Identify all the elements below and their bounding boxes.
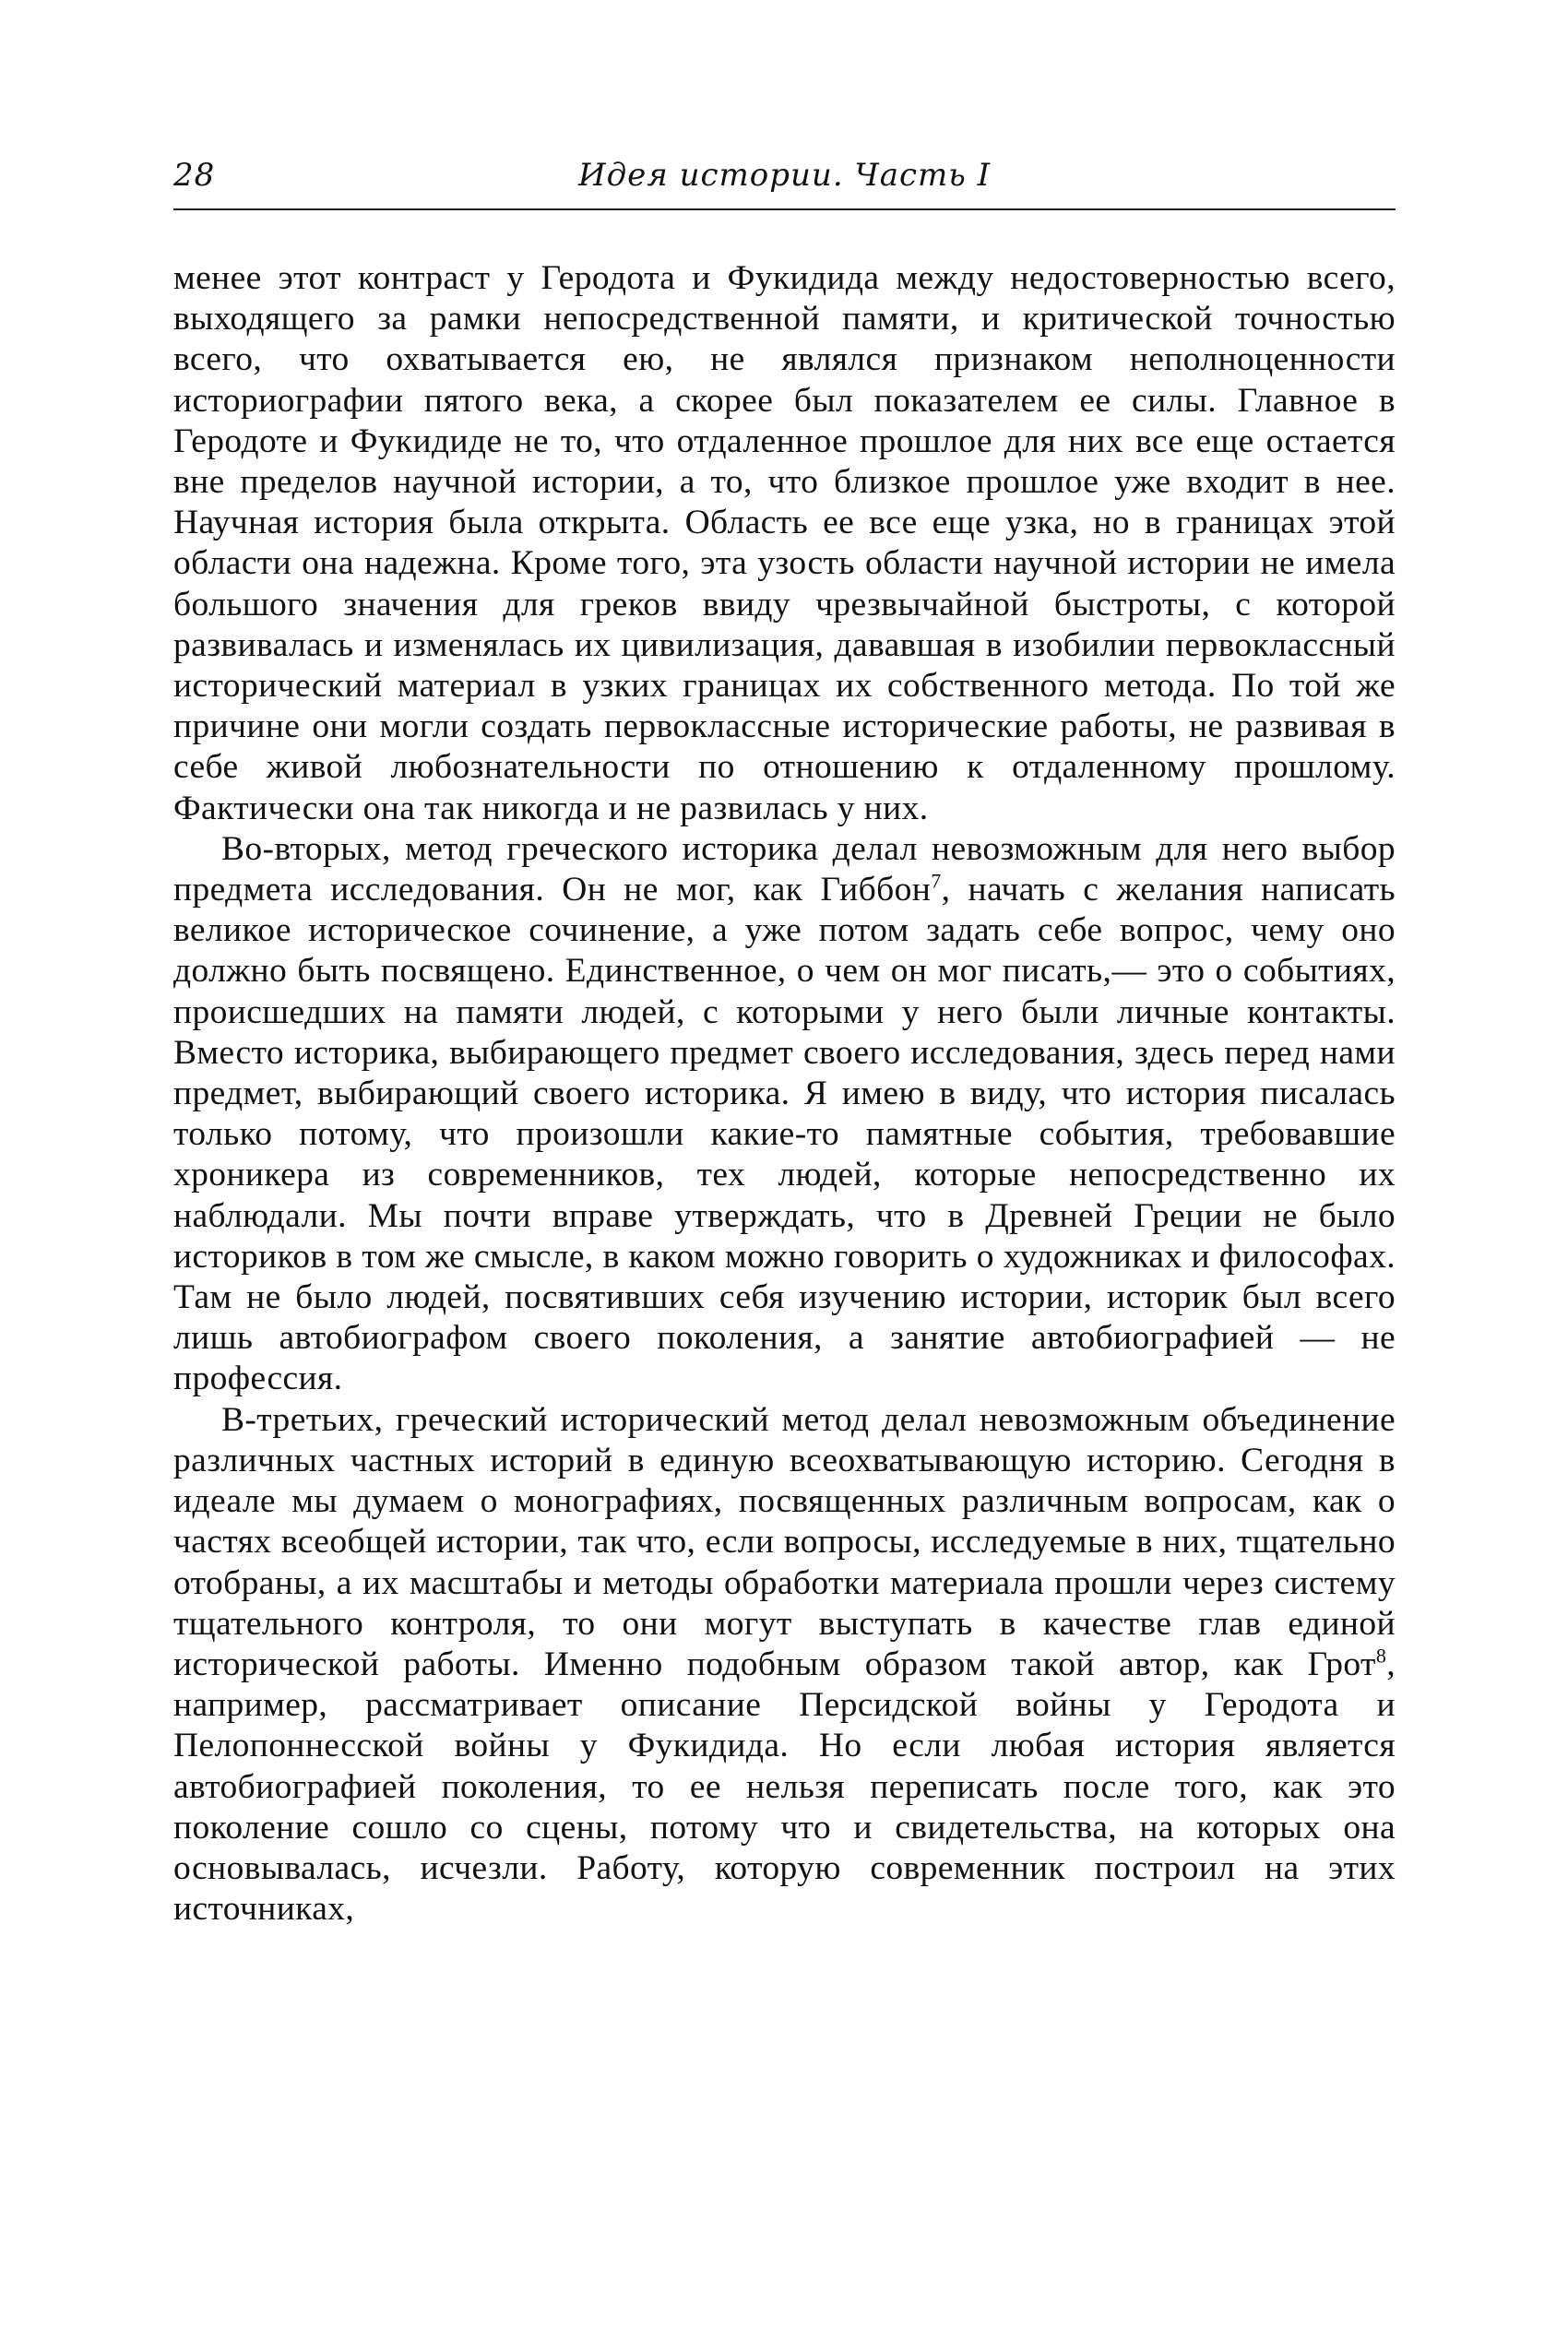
running-head bbox=[173, 157, 1396, 210]
footnote-ref-8: 8 bbox=[1375, 1644, 1387, 1668]
paragraph-thirdly bbox=[173, 1400, 1396, 1930]
paragraph-text: В-третьих, греческий исторический метод делал невозможным объединение различных частных историй в единую всеохватывающую историю. Сегодня в идеале мы думаем о монографиях, посвященных различным вопросам, как о частях всеобщей истории, так что, если вопросы, исследуемые в них, тщательно отобраны, а их масштабы и методы обработки материала прошли через систему тщательного контроля, то они могут выступать в качестве глав единой исторической работы. Именно подобным образом такой автор, как Грот bbox=[173, 1400, 1396, 1683]
paragraph-text: Во-вторых, метод греческого историка делал невозможным для него выбор предмета исследования. Он не мог, как Гиббон bbox=[173, 829, 1396, 909]
footnote-ref-7: 7 bbox=[931, 869, 942, 893]
paragraph-text: , начать с желания написать великое историческое сочинение, а уже потом задать себе вопрос, чему оно должно быть посвящено. Единственное, о чем он мог писать,— это о событиях, происшедших на памяти людей, с которыми у него были личные контакты. Вместо историка, выбирающего предмет своего исследования, здесь перед нами предмет, выбирающий своего историка. Я имею в виду, что история писалась только потому, что произошли какие-то памятные события, требовавшие хроникера из современников, тех людей, которые непосредственно их наблюдали. Мы почти вправе утверждать, что в Древней Греции не было историков в том же смысле, в каком можно говорить о художниках и философах. Там не было людей, посвятивших себя изучению истории, историк был всего лишь автобиографом своего поколения, а занятие автобиографией — не профессия. bbox=[173, 871, 1396, 1398]
page-number: 28 bbox=[173, 157, 216, 194]
paragraph-text: , например, рассматривает описание Персидской войны у Геродота и Пелопоннесской войны у Фукидида. Но если любая история является автобиографией поколения, то ее нельзя переписать после того, как это поколение сошло со сцены, потому что и свидетельства, на которых она основывалась, исчезли. Работу, которую современник построил на этих источниках, bbox=[173, 1645, 1396, 1929]
paragraph-secondly bbox=[173, 829, 1396, 1400]
running-title: Идея истории. Часть I bbox=[577, 157, 992, 194]
paragraph-continuation: менее этот контраст у Геродота и Фукидида между недостоверностью всего, выходящего за рамки непосредственной памяти, и критической точностью всего, что охватывается ею, не являлся признаком неполноценности историографии пятого века, а скорее был показателем ее силы. Главное в Геродоте и Фукидиде не то, что отдаленное прошлое для них все еще остается вне пределов научной истории, а то, что близкое прошлое уже входит в нее. Научная история была открыта. Область ее все еще узка, но в границах этой области она надежна. Кроме того, эта узость области научной истории не имела большого значения для греков ввиду чрезвычайной быстроты, с которой развивалась и изменялась их цивилизация, дававшая в изобилии первоклассный исторический материал в узких границах их собственного метода. По той же причине они могли создать первоклассные исторические работы, не развивая в себе живой любознательности по отношению к отдаленному прошлому. Фактически она так никогда и не развилась у них. bbox=[173, 259, 1396, 827]
body-text bbox=[173, 258, 1396, 1930]
